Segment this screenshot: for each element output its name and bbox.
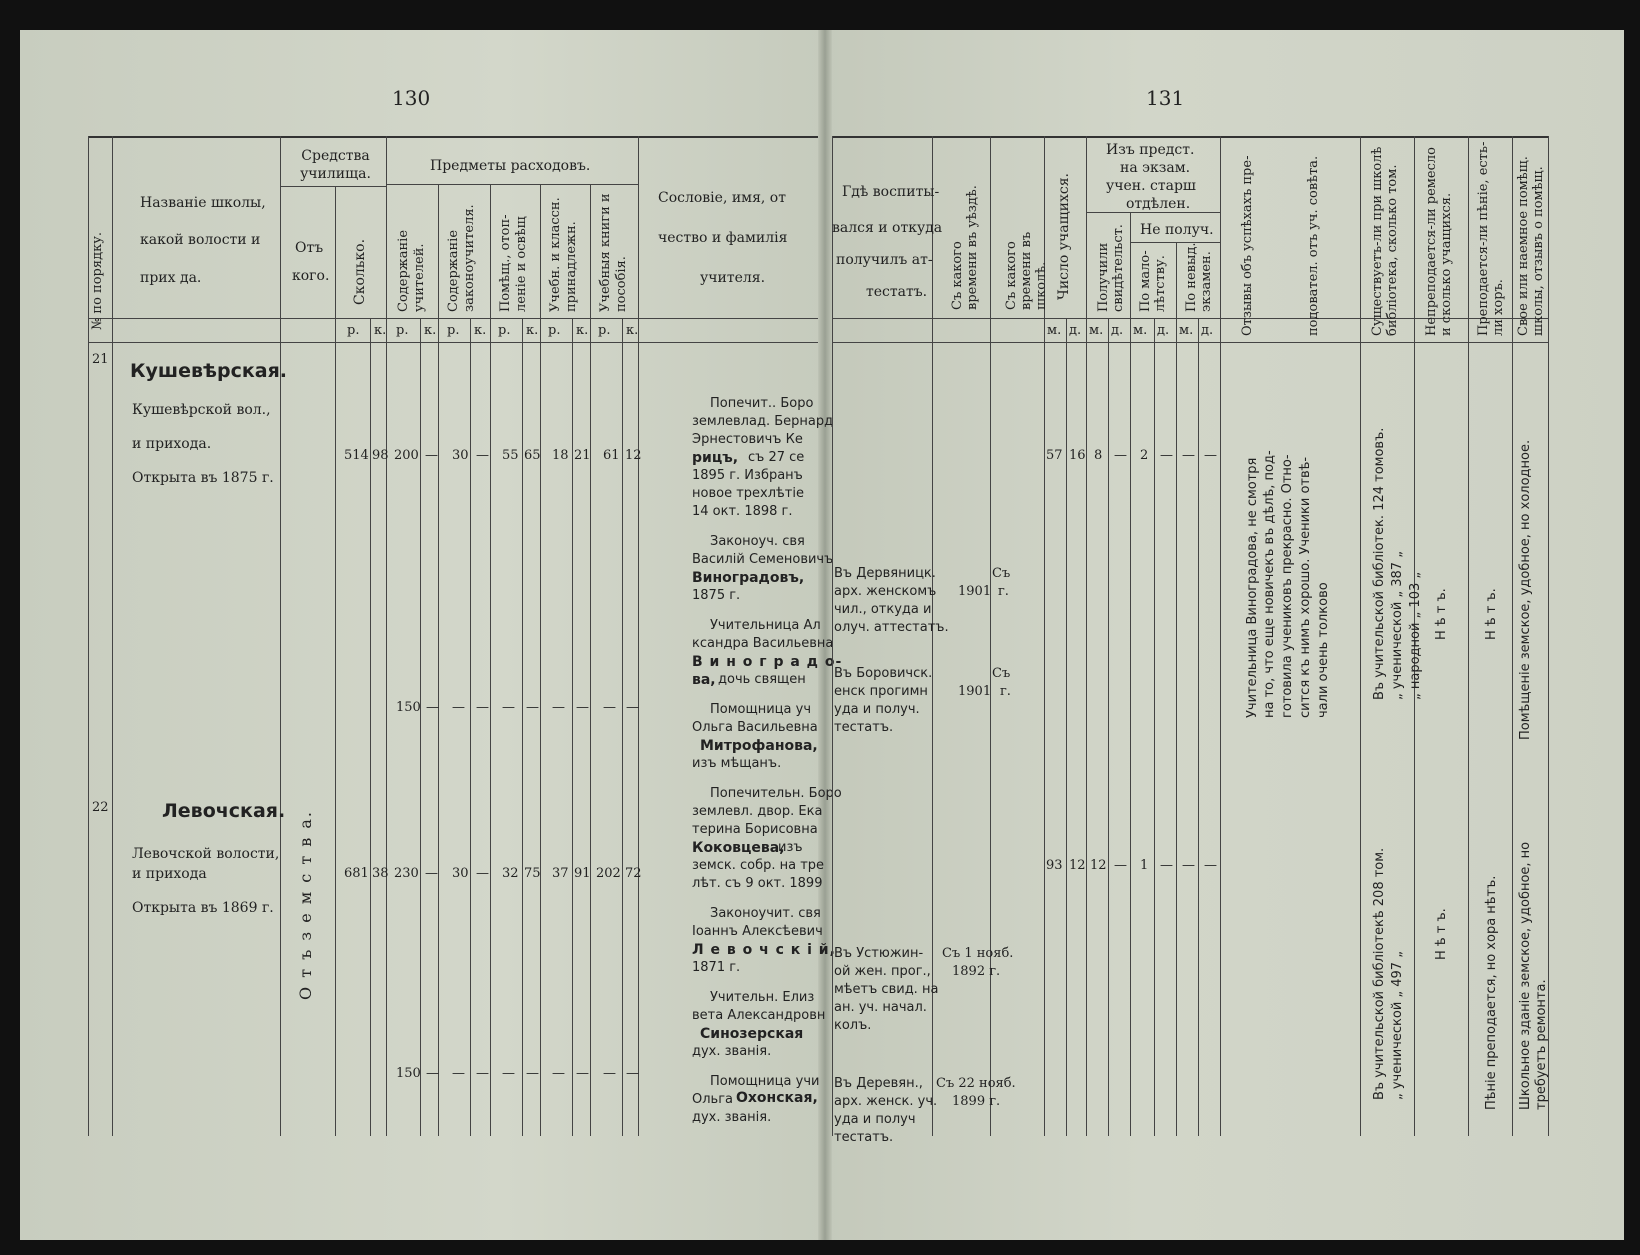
since-8-line-2: 1899 г. bbox=[952, 1094, 1001, 1109]
since-3-line-1: Съ bbox=[992, 666, 1011, 681]
rk-r-5: р. bbox=[548, 323, 561, 338]
teacher-1-name: рицъ, bbox=[692, 450, 739, 466]
teacher-8-line-3: дух. званія. bbox=[692, 1110, 772, 1125]
s21-review-4: сится къ нимъ хорошо. Ученики отвѣ- bbox=[1298, 456, 1313, 718]
s21-exp2-1: — bbox=[426, 700, 439, 715]
col-header-name-1: Названіе школы, bbox=[140, 195, 266, 211]
teacher-7-line-1: Учительн. Елиз bbox=[710, 990, 815, 1005]
col-header-exp-premises: Помѣщ., отоп- леніе и освѣщ bbox=[498, 214, 529, 312]
s21-building: Помѣщеніе земское, удобное, но холодное. bbox=[1518, 439, 1533, 740]
where-6-line-1: Въ Устюжин- bbox=[834, 946, 924, 961]
s21-exp-6: 18 bbox=[552, 448, 569, 463]
md-d-1: д. bbox=[1069, 323, 1082, 338]
md-m-4: м. bbox=[1179, 323, 1194, 338]
s22-exp2-0: 150 bbox=[396, 1066, 421, 1081]
s21-students-0: 57 bbox=[1046, 448, 1063, 463]
school-22-number: 22 bbox=[92, 800, 109, 815]
rk-r-6: р. bbox=[598, 323, 611, 338]
col-header-exp-supplies: Учебн. и классн. принадлежн. bbox=[548, 197, 579, 312]
col-header-reviews-2: подовател. отъ уч. совѣта. bbox=[1306, 155, 1321, 336]
since-2-line-1: Съ bbox=[992, 566, 1011, 581]
s22-exp-0: 230 bbox=[394, 866, 419, 881]
col-header-expenses: Предметы расходовъ. bbox=[430, 158, 591, 174]
s22-singing: Пѣніе преподается, но хора нѣтъ. bbox=[1484, 875, 1499, 1110]
col-header-singing: Преподается-ли пѣніе, есть-ли хоръ. bbox=[1476, 141, 1506, 336]
teacher-6-line-3: 1871 г. bbox=[692, 960, 741, 975]
md-m-1: м. bbox=[1047, 323, 1062, 338]
s21-students-6: — bbox=[1182, 448, 1195, 463]
s21-exp2-0: 150 bbox=[396, 700, 421, 715]
md-d-2: д. bbox=[1111, 323, 1124, 338]
s21-exp2-7: — bbox=[576, 700, 589, 715]
col-header-number: № по порядку. bbox=[90, 232, 105, 330]
teacher-2-line-1: Законоуч. свя bbox=[710, 534, 805, 549]
rk-k-3: к. bbox=[474, 323, 487, 338]
s22-exp-8: 202 bbox=[596, 866, 621, 881]
teacher-8-line-1: Помощница учи bbox=[710, 1074, 820, 1089]
s22-exp2-9: — bbox=[626, 1066, 639, 1081]
zemstvo-note: О т ъ з е м с т в а. bbox=[296, 809, 315, 1000]
s22-students-2: 12 bbox=[1090, 858, 1107, 873]
teacher-2-line-2: Василій Семеновичъ bbox=[692, 552, 834, 567]
col-header-amount: Сколько. bbox=[352, 238, 368, 305]
col-header-where-1: Гдѣ воспиты- bbox=[842, 184, 940, 200]
teacher-5-line-1: Попечительн. Боро bbox=[710, 786, 842, 801]
since-6-line-2: 1892 г. bbox=[952, 964, 1001, 979]
s22-students-0: 93 bbox=[1046, 858, 1063, 873]
s22-amount-r: 681 bbox=[344, 866, 369, 881]
teacher-7-line-2: вета Александровн bbox=[692, 1008, 826, 1023]
s22-exp2-7: — bbox=[576, 1066, 589, 1081]
s22-exp-2: 30 bbox=[452, 866, 469, 881]
col-header-library: Существуетъ-ли при школѣ библіотека, сколько том. bbox=[1370, 146, 1400, 336]
s21-students-5: — bbox=[1160, 448, 1173, 463]
teacher-5-line-4: изъ bbox=[778, 840, 803, 855]
s21-exp-2: 30 bbox=[452, 448, 469, 463]
col-header-not-got: Не получ. bbox=[1140, 222, 1214, 238]
since-2-line-3: г. bbox=[998, 584, 1009, 599]
school-21-volost: Кушевѣрской вол., bbox=[132, 402, 271, 418]
s21-review-3: готовила учениковъ прекрасно. Отно- bbox=[1280, 454, 1295, 718]
s21-exp-9: 12 bbox=[625, 448, 642, 463]
col-header-from-exam-2: на экзам. bbox=[1120, 160, 1191, 176]
rk-k-5: к. bbox=[576, 323, 589, 338]
s22-exp2-8: — bbox=[603, 1066, 616, 1081]
s22-exp-1: — bbox=[425, 866, 438, 881]
s21-exp-1: — bbox=[425, 448, 438, 463]
s22-exp2-4: — bbox=[502, 1066, 515, 1081]
teacher-5-line-3: терина Борисовна bbox=[692, 822, 818, 837]
s22-exp2-2: — bbox=[452, 1066, 465, 1081]
s22-exp-6: 37 bbox=[552, 866, 569, 881]
teacher-3-line-1: Учительница Ал bbox=[710, 618, 821, 633]
s22-library-2: „ ученической „ 497 „ bbox=[1390, 951, 1405, 1100]
teacher-3-name-2: ва, bbox=[692, 672, 716, 688]
since-3-line-3: г. bbox=[1000, 684, 1011, 699]
teacher-3-line-3: дочь священ bbox=[718, 672, 806, 687]
s21-exp2-9: — bbox=[626, 700, 639, 715]
s21-exp-8: 61 bbox=[603, 448, 620, 463]
where-8-line-3: уда и получ bbox=[834, 1112, 916, 1127]
where-3-line-1: Въ Боровичск. bbox=[834, 666, 933, 681]
md-m-3: м. bbox=[1133, 323, 1148, 338]
col-header-where-3: получилъ ат- bbox=[836, 252, 933, 268]
col-header-estate-3: учителя. bbox=[700, 270, 766, 286]
s22-students-1: 12 bbox=[1069, 858, 1086, 873]
col-header-from-1: Отъ bbox=[295, 240, 324, 256]
rk-k-6: к. bbox=[626, 323, 639, 338]
s21-exp-5: 65 bbox=[524, 448, 541, 463]
school-22-name: Левочская. bbox=[162, 800, 286, 822]
book-gutter bbox=[818, 30, 832, 1240]
s21-exp2-2: — bbox=[452, 700, 465, 715]
s22-students-7: — bbox=[1204, 858, 1217, 873]
s21-exp2-4: — bbox=[502, 700, 515, 715]
s22-students-4: 1 bbox=[1140, 858, 1149, 873]
s21-amount-k: 98 bbox=[372, 448, 389, 463]
teacher-4-line-1: Помощница уч bbox=[710, 702, 812, 717]
rk-r-1: р. bbox=[347, 323, 360, 338]
teacher-1-line-7: 14 окт. 1898 г. bbox=[692, 504, 793, 519]
school-21-name: Кушевѣрская. bbox=[130, 360, 287, 382]
where-8-line-2: арх. женск. уч. bbox=[834, 1094, 938, 1109]
s22-students-3: — bbox=[1114, 858, 1127, 873]
col-header-building: Свое или наемное помѣщ. школы, отзывъ о помѣщ. bbox=[1516, 156, 1546, 336]
s21-students-2: 8 bbox=[1094, 448, 1103, 463]
teacher-8-line-2: Ольга bbox=[692, 1092, 733, 1107]
s22-students-5: — bbox=[1160, 858, 1173, 873]
s21-exp-4: 55 bbox=[502, 448, 519, 463]
s21-exp-0: 200 bbox=[394, 448, 419, 463]
where-2-line-1: Въ Дервяницк. bbox=[834, 566, 936, 581]
school-22-opened: Открыта въ 1869 г. bbox=[132, 900, 274, 916]
page-number-left: 130 bbox=[392, 86, 431, 110]
where-6-line-4: ан. уч. начал. bbox=[834, 1000, 927, 1015]
teacher-5-line-6: лѣт. съ 9 окт. 1899 bbox=[692, 876, 823, 891]
s22-exp-5: 75 bbox=[524, 866, 541, 881]
col-header-from-exam-3: учен. старш bbox=[1106, 178, 1196, 194]
col-header-got-cert: Получили свидѣтельст. bbox=[1096, 224, 1126, 312]
col-header-estate-1: Сословіе, имя, от bbox=[658, 190, 786, 206]
s22-exp2-3: — bbox=[476, 1066, 489, 1081]
school-21-number: 21 bbox=[92, 352, 109, 367]
md-m-2: м. bbox=[1089, 323, 1104, 338]
s22-exp2-1: — bbox=[426, 1066, 439, 1081]
where-8-line-4: тестатъ. bbox=[834, 1130, 894, 1145]
teacher-8-name: Охонская, bbox=[736, 1090, 818, 1106]
s21-exp-3: — bbox=[476, 448, 489, 463]
md-d-3: д. bbox=[1157, 323, 1170, 338]
s22-exp-9: 72 bbox=[625, 866, 642, 881]
col-header-from-exam-4: отдѣлен. bbox=[1126, 196, 1191, 212]
teacher-7-name: Синозерская bbox=[700, 1026, 804, 1042]
col-header-where-4: тестатъ. bbox=[866, 284, 928, 300]
col-header-estate-2: чество и фамилія bbox=[658, 230, 788, 246]
teacher-5-name: Коковцева, bbox=[692, 840, 785, 856]
md-d-4: д. bbox=[1201, 323, 1214, 338]
col-header-since-school: Съ какого времени въ школѣ. bbox=[1004, 231, 1049, 310]
teacher-4-line-3: изъ мѣщанъ. bbox=[692, 756, 782, 771]
s21-amount-r: 514 bbox=[344, 448, 369, 463]
teacher-6-name: Л е в о ч с к і й, bbox=[692, 942, 836, 958]
col-header-craft: Непреподается-ли ремесло и сколько учащихся. bbox=[1424, 147, 1454, 336]
col-header-from-exam-1: Изъ предст. bbox=[1106, 142, 1195, 158]
col-header-exp-lawteacher: Содержаніе законоучителя. bbox=[446, 204, 477, 312]
rk-r-2: р. bbox=[396, 323, 409, 338]
where-3-line-2: енск прогимн bbox=[834, 684, 928, 699]
since-8-line-1: Съ 22 нояб. bbox=[936, 1076, 1016, 1091]
s21-singing: Н ѣ т ъ. bbox=[1484, 588, 1499, 640]
rk-r-4: р. bbox=[498, 323, 511, 338]
s21-review-5: чали очень толково bbox=[1316, 582, 1331, 718]
s21-craft: Н ѣ т ъ. bbox=[1434, 588, 1449, 640]
where-3-line-4: тестатъ. bbox=[834, 720, 894, 735]
teacher-4-name: Митрофанова, bbox=[700, 738, 818, 754]
s22-exp-4: 32 bbox=[502, 866, 519, 881]
teacher-1-line-6: новое трехлѣтіе bbox=[692, 486, 804, 501]
col-header-exp-books: Учебныя книги и пособія. bbox=[598, 193, 629, 312]
teacher-3-line-2: ксандра Васильевна bbox=[692, 636, 834, 651]
where-2-line-2: арх. женскомъ bbox=[834, 584, 937, 599]
col-header-students: Число учащихся. bbox=[1056, 173, 1072, 300]
rk-r-3: р. bbox=[447, 323, 460, 338]
teacher-1-line-3: Эрнестовичъ Ке bbox=[692, 432, 803, 447]
teacher-3-name: В и н о г р а д о- bbox=[692, 654, 843, 670]
rk-k-2: к. bbox=[424, 323, 437, 338]
s22-craft: Н ѣ т ъ. bbox=[1434, 908, 1449, 960]
teacher-5-line-2: землевл. двор. Ека bbox=[692, 804, 823, 819]
s21-exp-7: 21 bbox=[574, 448, 591, 463]
col-header-exp-teachers: Содержаніе учителей. bbox=[396, 229, 427, 312]
s21-library-3: „ народной „ 103 „ bbox=[1408, 571, 1423, 700]
s22-students-6: — bbox=[1182, 858, 1195, 873]
where-6-line-3: мѣетъ свид. на bbox=[834, 982, 939, 997]
school-22-volost: Левочской волости, bbox=[132, 846, 280, 862]
teacher-1-line-4: съ 27 се bbox=[748, 450, 805, 465]
teacher-6-line-2: Іоаннъ Алексѣевич bbox=[692, 924, 823, 939]
since-6-line-1: Съ 1 нояб. bbox=[942, 946, 1014, 961]
s21-review-2: на то, что еще новичекъ въ дѣлѣ, под- bbox=[1262, 450, 1277, 718]
s21-students-3: — bbox=[1114, 448, 1127, 463]
col-header-name-3: прих да. bbox=[140, 270, 202, 286]
s22-exp-7: 91 bbox=[574, 866, 591, 881]
col-header-means: Средства училища. bbox=[300, 148, 371, 182]
col-header-from-2: кого. bbox=[292, 268, 330, 284]
s21-students-7: — bbox=[1204, 448, 1217, 463]
s21-exp2-5: — bbox=[526, 700, 539, 715]
since-2-line-2: 1901 bbox=[958, 584, 992, 599]
s22-exp2-6: — bbox=[552, 1066, 565, 1081]
s21-library-2: „ ученической „ 387 „ bbox=[1390, 551, 1405, 700]
col-header-reviews: Отзывы объ успѣхахъ пре- bbox=[1240, 155, 1255, 336]
s22-building-1: Школьное зданіе земское, удобное, но bbox=[1518, 841, 1533, 1110]
s21-exp2-8: — bbox=[603, 700, 616, 715]
col-header-no-show: По невыд. экзамен. bbox=[1184, 242, 1214, 312]
s21-students-4: 2 bbox=[1140, 448, 1149, 463]
s21-exp2-3: — bbox=[476, 700, 489, 715]
rk-k-1: к. bbox=[374, 323, 387, 338]
teacher-6-line-1: Законоучит. свя bbox=[710, 906, 821, 921]
school-21-opened: Открыта въ 1875 г. bbox=[132, 470, 274, 486]
col-header-name-2: какой волости и bbox=[140, 232, 261, 248]
where-3-line-3: уда и получ. bbox=[834, 702, 920, 717]
where-2-line-3: чил., откуда и bbox=[834, 602, 932, 617]
teacher-1-line-2: землевлад. Бернард bbox=[692, 414, 834, 429]
where-6-line-2: ой жен. прог., bbox=[834, 964, 931, 979]
rk-k-4: к. bbox=[526, 323, 539, 338]
s21-students-1: 16 bbox=[1069, 448, 1086, 463]
school-21-parish: и прихода. bbox=[132, 436, 212, 452]
s21-exp2-6: — bbox=[552, 700, 565, 715]
where-8-line-1: Въ Деревян., bbox=[834, 1076, 923, 1091]
col-header-since-district: Съ какого времени въ уѣздѣ. bbox=[950, 185, 980, 310]
s22-exp-3: — bbox=[476, 866, 489, 881]
teacher-4-line-2: Ольга Васильевна bbox=[692, 720, 818, 735]
s21-library-1: Въ учительской библіотек. 124 томовъ. bbox=[1372, 427, 1387, 700]
s22-exp2-5: — bbox=[526, 1066, 539, 1081]
page-number-right: 131 bbox=[1146, 86, 1185, 110]
teacher-7-line-3: дух. званія. bbox=[692, 1044, 772, 1059]
s21-review-1: Учительница Виноградова, не смотря bbox=[1245, 457, 1260, 718]
teacher-5-line-5: земск. собр. на тре bbox=[692, 858, 825, 873]
s22-amount-k: 38 bbox=[372, 866, 389, 881]
teacher-2-line-3: 1875 г. bbox=[692, 588, 741, 603]
teacher-1-line-5: 1895 г. Избранъ bbox=[692, 468, 803, 483]
col-header-by-age: По мало- лѣтству. bbox=[1138, 250, 1168, 312]
school-22-parish: и прихода bbox=[132, 866, 207, 882]
where-2-line-4: олуч. аттестатъ. bbox=[834, 620, 949, 635]
s22-building-2: требуетъ ремонта. bbox=[1534, 979, 1549, 1110]
teacher-2-name: Виноградовъ, bbox=[692, 570, 805, 586]
teacher-1-line-1: Попечит.. Боро bbox=[710, 396, 814, 411]
where-6-line-5: колъ. bbox=[834, 1018, 872, 1033]
s22-library-1: Въ учительской библіотекѣ 208 том. bbox=[1372, 847, 1387, 1100]
col-header-where-2: вался и откуда bbox=[832, 220, 943, 236]
since-3-line-2: 1901 bbox=[958, 684, 992, 699]
